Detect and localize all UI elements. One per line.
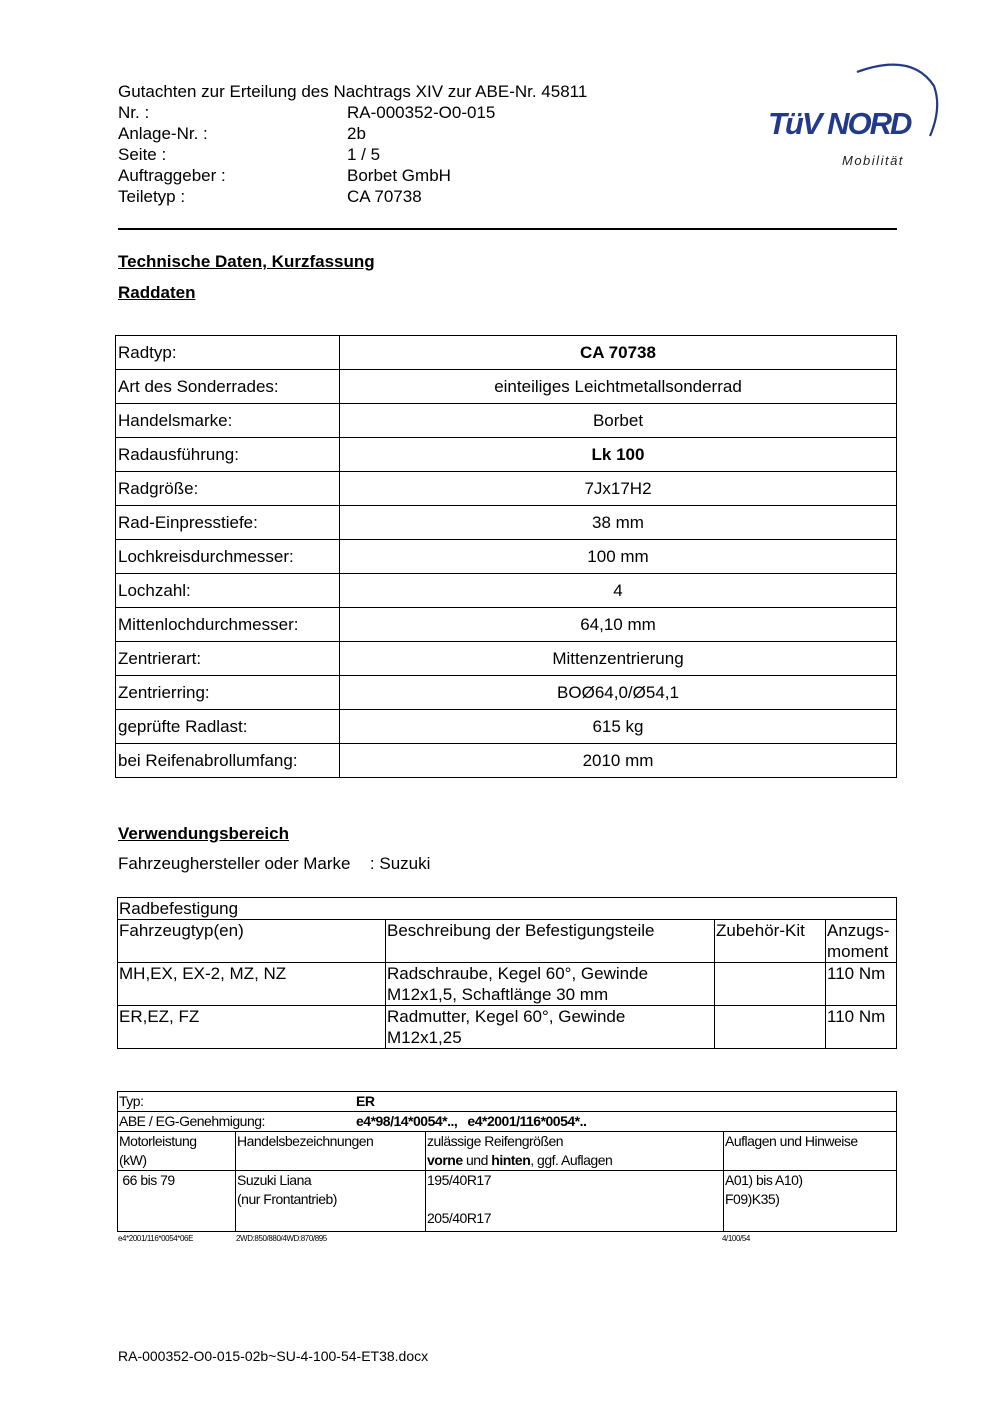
row-value: CA 70738 [340,336,897,370]
header-fahrzeugtyp: Fahrzeugtyp(en) [118,920,386,963]
header-zubehoer-kit: Zubehör-Kit [715,920,826,963]
header-anzugsmoment-line2: moment [827,942,889,961]
table-row [116,710,897,744]
table-header-row [118,920,897,963]
header-reifen-hinten: hinten [491,1152,531,1168]
cell-beschreibung [386,1006,715,1049]
footnote-pcd: 4/100/54 [722,1234,750,1243]
header-row-anlage [118,123,587,144]
header-reifen-auflagen: , ggf. Auflagen [530,1152,613,1168]
row-label: Lochkreisdurchmesser: [116,540,340,574]
handel-line2: (nur Frontantrieb) [237,1191,337,1207]
header-handelsbezeichnungen: Handelsbezeichnungen [236,1132,426,1171]
row-value: 64,10 mm [340,608,897,642]
cell-reifengroessen [426,1171,724,1232]
header-row-seite [118,144,587,165]
row-value: 2010 mm [340,744,897,778]
header-label: Auftraggeber : [118,166,226,185]
row-value: 7Jx17H2 [340,472,897,506]
table-row [116,676,897,710]
table-row [116,336,897,370]
row-value: 4 [340,574,897,608]
cell-fahrzeugtyp: ER,EZ, FZ [118,1006,386,1049]
tuv-nord-logo [762,58,942,173]
cell-handelsbezeichnung [236,1171,426,1232]
typ-value: ER [356,1093,375,1109]
fahrzeughersteller-line [118,854,430,874]
row-label: Handelsmarke: [116,404,340,438]
table-row [116,404,897,438]
row-label: geprüfte Radlast: [116,710,340,744]
row-label: bei Reifenabrollumfang: [116,744,340,778]
radbefestigung-table [117,897,897,1049]
table-row [116,370,897,404]
raddaten-table [115,335,897,778]
header-motorleistung [118,1132,236,1171]
abe-value: e4*98/14*0054*.., e4*2001/116*0054*.. [356,1113,587,1129]
row-value: BOØ64,0/Ø54,1 [340,676,897,710]
table-header-row [118,1132,897,1171]
table-row [116,642,897,676]
section-heading-technische: Technische Daten, Kurzfassung [118,252,375,271]
abe-label: ABE / EG-Genehmigung: [119,1113,265,1129]
page-footer-filename: RA-000352-O0-015-02b~SU-4-100-54-ET38.docx [118,1348,429,1364]
cell-fahrzeugtyp: MH,EX, EX-2, MZ, NZ [118,963,386,1006]
header-row-teiletyp [118,186,587,207]
header-label: Nr. : [118,103,150,122]
table-row [118,963,897,1006]
cell-beschreibung [386,963,715,1006]
table-row [116,472,897,506]
header-reifengroessen [426,1132,724,1171]
table-row [116,540,897,574]
cell-zubehoer-kit [715,1006,826,1049]
er-type-table [117,1091,897,1232]
table-row [116,574,897,608]
header-label: Anlage-Nr. : [118,124,208,143]
beschreibung-line1: Radmutter, Kegel 60°, Gewinde [387,1007,626,1026]
table-row [118,1171,897,1232]
table-row [116,438,897,472]
row-value: einteiliges Leichtmetallsonderrad [340,370,897,404]
beschreibung-line2: M12x1,25 [387,1028,462,1047]
row-value: 100 mm [340,540,897,574]
footnote-ece: e4*2001/116*0054*06E [118,1234,194,1243]
header-anzugsmoment [826,920,897,963]
table-row [118,1006,897,1049]
header-value: 2b [347,124,366,143]
header-reifen-vorne: vorne [427,1152,463,1168]
typ-row [118,1092,897,1112]
table-row [118,1112,897,1132]
section-heading-verwendung: Verwendungsbereich [118,824,289,843]
footnote-weights: 2WD:850/880/4WD:870/895 [236,1234,327,1243]
row-label: Art des Sonderrades: [116,370,340,404]
header-reifen-line2 [427,1151,722,1170]
fahrzeughersteller-separator: : [369,854,375,873]
row-value: 38 mm [340,506,897,540]
header-reifen-line1: zulässige Reifengrößen [427,1133,564,1149]
header-row-auftraggeber [118,165,587,186]
header-divider [118,228,897,230]
header-value: 1 / 5 [347,145,381,164]
header-motorleistung-line1: Motorleistung [119,1133,197,1149]
cell-auflagen [724,1171,897,1232]
row-label: Zentrierring: [116,676,340,710]
row-value: 615 kg [340,710,897,744]
abe-row [118,1112,897,1132]
beschreibung-line2: M12x1,5, Schaftlänge 30 mm [387,985,609,1004]
row-label: Radtyp: [116,336,340,370]
cell-anzugsmoment: 110 Nm [826,1006,897,1049]
header-label: Seite : [118,145,167,164]
cell-motorleistung: 66 bis 79 [118,1171,236,1232]
header-beschreibung: Beschreibung der Befestigungsteile [386,920,715,963]
header-value: RA-000352-O0-015 [347,103,496,122]
logo-subtitle: Mobilität [842,153,904,168]
fahrzeughersteller-label: Fahrzeughersteller oder Marke [118,854,351,873]
header-row-nr [118,102,587,123]
row-label: Radgröße: [116,472,340,506]
header-anzugsmoment-line1: Anzugs- [827,921,890,940]
fahrzeughersteller-value: Suzuki [379,854,431,873]
header-label: Teiletyp : [118,187,186,206]
row-label: Mittenlochdurchmesser: [116,608,340,642]
logo-brand: TüV NORD [768,106,911,141]
row-value: Mittenzentrierung [340,642,897,676]
document-title: Gutachten zur Erteilung des Nachtrags XIV zur ABE-Nr. 45811 [118,82,588,101]
row-label: Lochzahl: [116,574,340,608]
row-label: Rad-Einpresstiefe: [116,506,340,540]
reifen-line1: 195/40R17 [427,1172,492,1188]
reifen-line2: 205/40R17 [427,1210,492,1226]
cell-zubehoer-kit [715,963,826,1006]
auflagen-line2: F09)K35) [725,1191,780,1207]
table-row [116,608,897,642]
header-value: CA 70738 [347,187,422,206]
header-value: Borbet GmbH [347,166,451,185]
handel-line1: Suzuki Liana [237,1172,312,1188]
section-heading-raddaten: Raddaten [118,283,196,302]
row-label: Zentrierart: [116,642,340,676]
typ-label: Typ: [119,1093,144,1109]
row-value: Borbet [340,404,897,438]
row-value: Lk 100 [340,438,897,472]
beschreibung-line1: Radschraube, Kegel 60°, Gewinde [387,964,649,983]
table-row [118,898,897,920]
document-header [118,81,587,207]
header-auflagen: Auflagen und Hinweise [724,1132,897,1171]
table-row [118,1092,897,1112]
header-motorleistung-line2: (kW) [119,1152,147,1168]
cell-anzugsmoment: 110 Nm [826,963,897,1006]
table-row [116,506,897,540]
radbefestigung-title: Radbefestigung [118,898,897,920]
header-reifen-und: und [462,1152,492,1168]
auflagen-line1: A01) bis A10) [725,1172,803,1188]
table-row [116,744,897,778]
row-label: Radausführung: [116,438,340,472]
